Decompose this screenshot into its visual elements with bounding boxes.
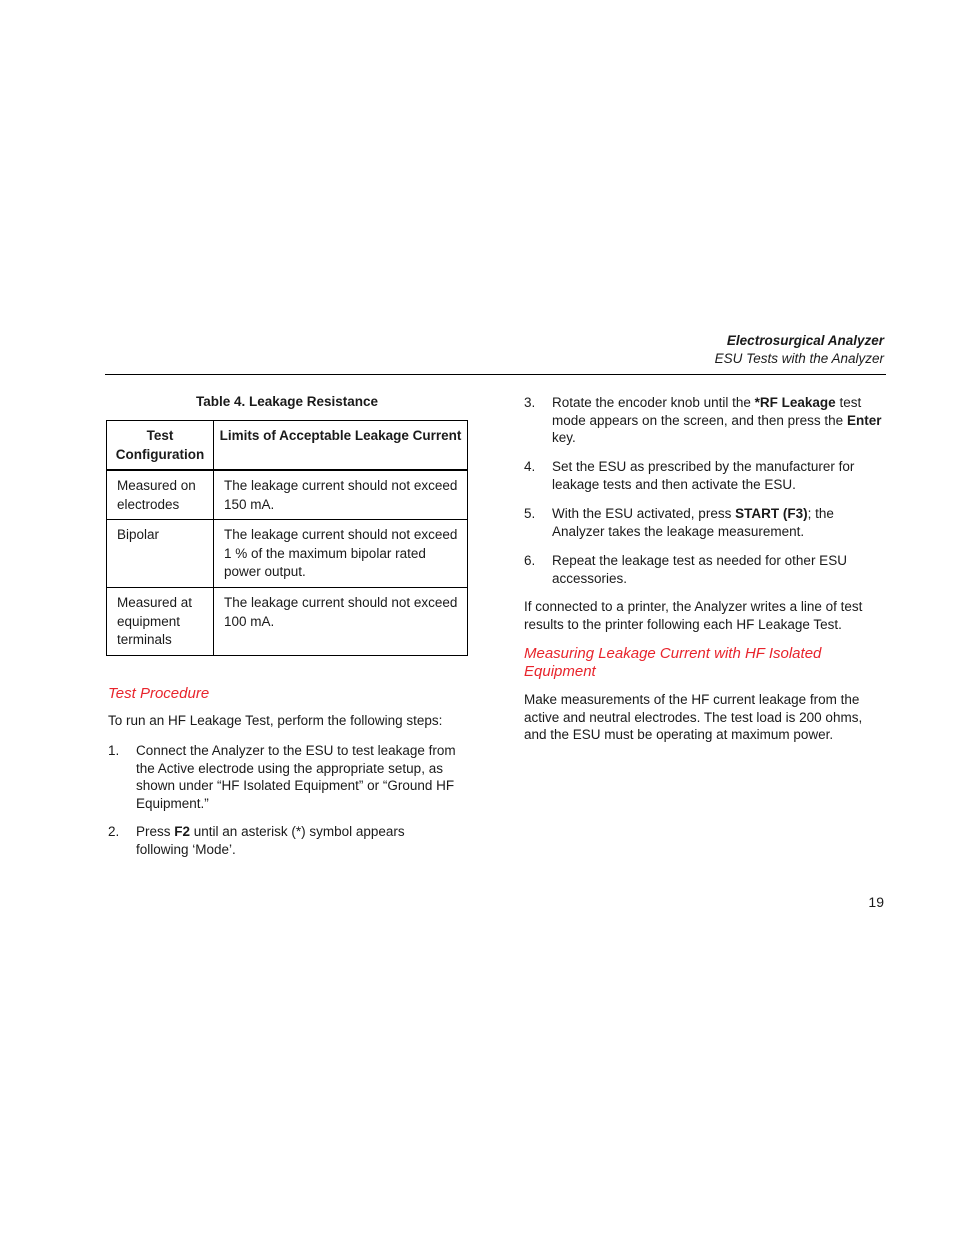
table-header-row — [107, 421, 468, 471]
hf-isolated-body: Make measurements of the HF current leakage from the active and neutral electrodes. The test load is 200 ohms, and the ESU must be operating at maximum power. — [524, 692, 863, 742]
running-header-subtitle: ESU Tests with the Analyzer — [714, 351, 884, 366]
step-text: Press F2 until an asterisk (*) symbol appears following ‘Mode’. — [136, 824, 405, 857]
step-number: 5. — [524, 506, 536, 521]
page-number: 19 — [868, 894, 884, 910]
step-text: Set the ESU as prescribed by the manufacturer for leakage tests and then activate the ESU. — [552, 459, 855, 492]
step-text: Repeat the leakage test as needed for other ESU accessories. — [552, 553, 847, 586]
table-row — [107, 470, 468, 520]
table-cell-config: Measured on electrodes — [107, 470, 214, 520]
leakage-table — [106, 420, 468, 656]
table-cell-config: Bipolar — [107, 520, 214, 588]
header-rule — [105, 374, 886, 375]
key-start-f3: START (F3) — [735, 506, 808, 521]
printer-note: If connected to a printer, the Analyzer writes a line of test results to the printer following each HF Leakage Test. — [524, 599, 863, 632]
section-heading-test-procedure: Test Procedure — [108, 685, 210, 702]
col-header-test-configuration: Test Configuration — [107, 421, 214, 471]
key-enter: Enter — [846, 412, 882, 428]
table-row — [107, 588, 468, 656]
table-caption: Table 4. Leakage Resistance — [195, 394, 379, 409]
mode-rf-leakage: *RF Leakage — [754, 395, 836, 410]
step-text: Rotate the encoder knob until the *RF Leakage test mode appears on the screen, and then press the Enter key. — [552, 395, 882, 445]
table-row — [107, 520, 468, 588]
col-header-limits: Limits of Acceptable Leakage Current — [214, 421, 468, 471]
step-number: 6. — [524, 553, 536, 568]
table-cell-limit: The leakage current should not exceed 1 % of the maximum bipolar rated power output. — [214, 520, 468, 588]
running-header-title: Electrosurgical Analyzer — [726, 333, 884, 348]
key-f2: F2 — [174, 824, 191, 839]
step-number: 2. — [108, 824, 120, 839]
step-number: 4. — [524, 459, 536, 474]
table-cell-limit: The leakage current should not exceed 150 mA. — [214, 470, 468, 520]
step-text: Connect the Analyzer to the ESU to test leakage from the Active electrode using the appropriate setup, as shown under “HF Isolated Equipment” or “Ground HF Equipment.” — [136, 743, 456, 811]
table-cell-config: Measured at equipment terminals — [107, 588, 214, 656]
table-cell-limit: The leakage current should not exceed 100 mA. — [214, 588, 468, 656]
step-text: With the ESU activated, press START (F3); the Analyzer takes the leakage measurement. — [552, 506, 834, 539]
test-procedure-intro: To run an HF Leakage Test, perform the following steps: — [108, 713, 443, 728]
step-number: 1. — [108, 743, 120, 758]
section-heading-hf-isolated: Measuring Leakage Current with HF Isolated Equipment — [524, 645, 822, 680]
step-number: 3. — [524, 395, 536, 410]
